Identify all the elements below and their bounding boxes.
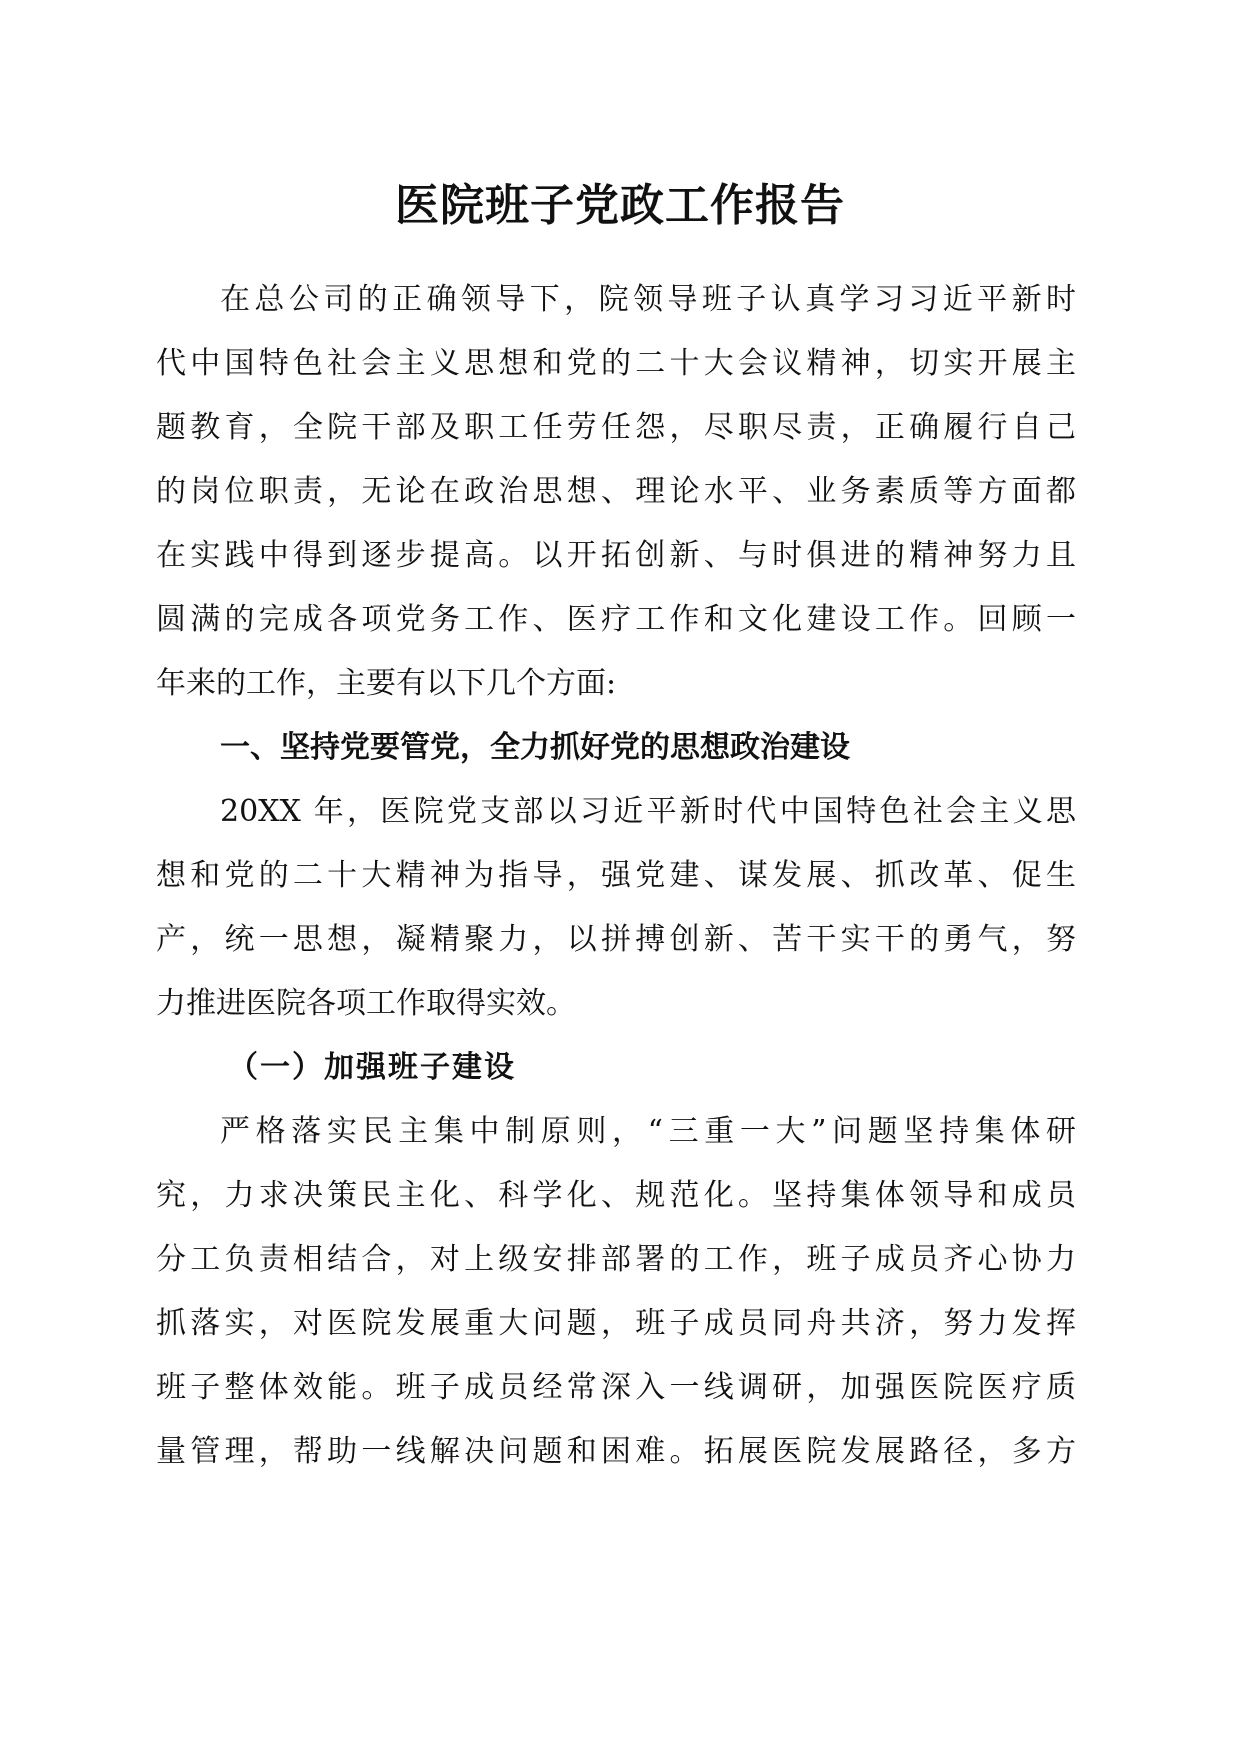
- paragraph-line: 量管理，帮助一线解决问题和困难。拓展医院发展路径，多方: [156, 1434, 1076, 1469]
- paragraph-line: 分工负责相结合，对上级安排部署的工作，班子成员齐心协力: [156, 1242, 1076, 1277]
- paragraph-line: 在总公司的正确领导下，院领导班子认真学习习近平新时: [220, 282, 1076, 317]
- paragraph-line: 20XX 年，医院党支部以习近平新时代中国特色社会主义思: [220, 794, 1076, 829]
- document-title: 医院班子党政工作报告: [395, 180, 845, 231]
- paragraph-line: 的岗位职责，无论在政治思想、理论水平、业务素质等方面都: [156, 474, 1076, 509]
- section-heading: 一、坚持党要管党，全力抓好党的思想政治建设: [220, 730, 850, 765]
- paragraph-line: 代中国特色社会主义思想和党的二十大会议精神，切实开展主: [156, 346, 1076, 381]
- paragraph-line: 产，统一思想，凝精聚力，以拼搏创新、苦干实干的勇气，努: [156, 922, 1076, 957]
- paragraph-line: 想和党的二十大精神为指导，强党建、谋发展、抓改革、促生: [156, 858, 1076, 893]
- paragraph-line: 力推进医院各项工作取得实效。: [156, 986, 576, 1021]
- paragraph-line: 抓落实，对医院发展重大问题，班子成员同舟共济，努力发挥: [156, 1306, 1076, 1341]
- paragraph-line: 严格落实民主集中制原则，“三重一大”问题坚持集体研: [220, 1114, 1076, 1149]
- subsection-heading: （一）加强班子建设: [228, 1050, 516, 1085]
- paragraph-line: 究，力求决策民主化、科学化、规范化。坚持集体领导和成员: [156, 1178, 1076, 1213]
- paragraph-line: 题教育，全院干部及职工任劳任怨，尽职尽责，正确履行自己: [156, 410, 1076, 445]
- paragraph-line: 在实践中得到逐步提高。以开拓创新、与时俱进的精神努力且: [156, 538, 1076, 573]
- paragraph-line: 班子整体效能。班子成员经常深入一线调研，加强医院医疗质: [156, 1370, 1076, 1405]
- paragraph-line: 年来的工作，主要有以下几个方面:: [156, 666, 617, 701]
- paragraph-line: 圆满的完成各项党务工作、医疗工作和文化建设工作。回顾一: [156, 602, 1076, 637]
